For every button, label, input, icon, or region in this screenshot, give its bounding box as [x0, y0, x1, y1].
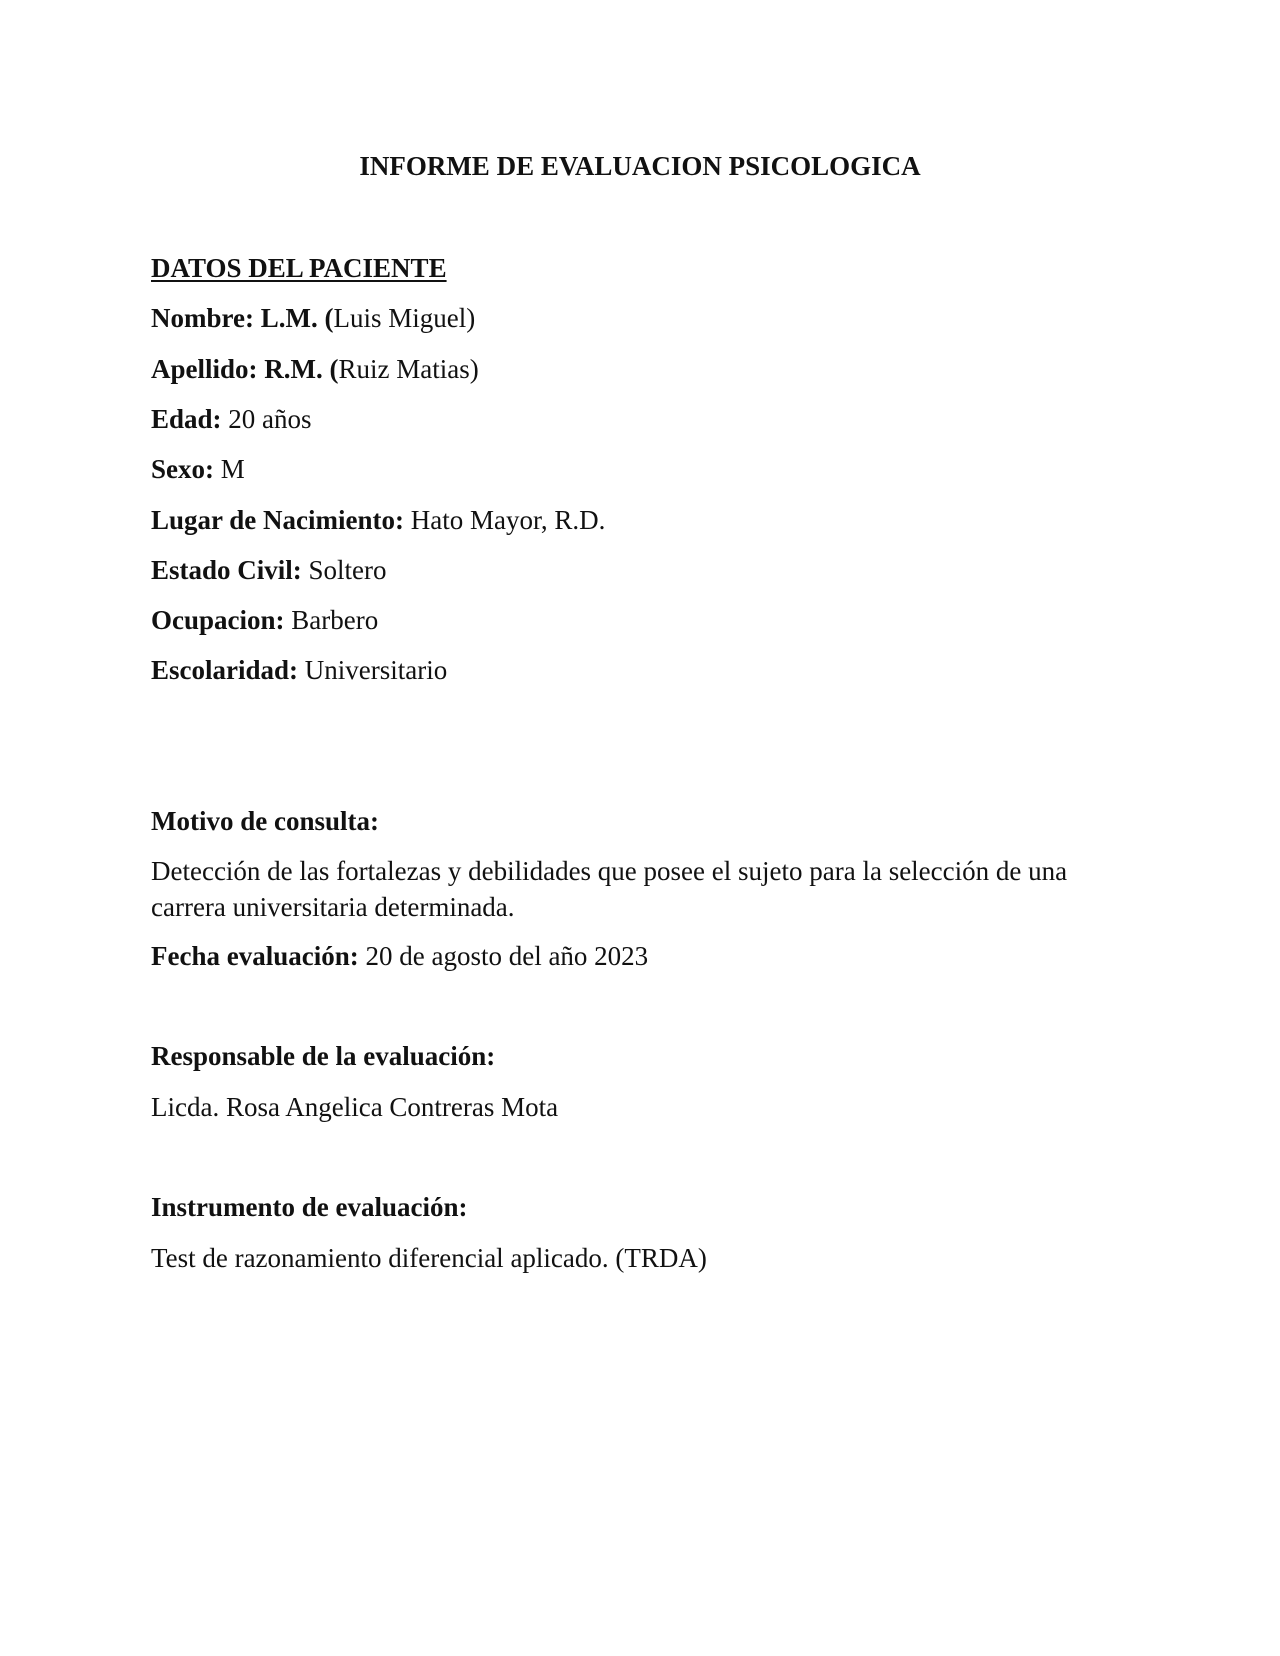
field-nombre-value: Luis Miguel): [333, 303, 476, 333]
instrumento-heading: Instrumento de evaluación:: [151, 1192, 468, 1222]
field-sexo-value: M: [220, 454, 245, 484]
field-ocupacion-value: Barbero: [291, 605, 379, 635]
field-edad-value: 20 años: [228, 404, 312, 434]
responsable-text: Licda. Rosa Angelica Contreras Mota: [151, 1092, 559, 1122]
field-apellido-label: Apellido: R.M. (: [151, 354, 339, 384]
field-edad: [151, 401, 1131, 437]
field-sexo-label: Sexo:: [151, 454, 214, 484]
field-estado-civil: [151, 552, 1131, 588]
motivo-heading: Motivo de consulta:: [151, 806, 379, 836]
motivo-text: Detección de las fortalezas y debilidades que posee el sujeto para la selección de una carrera universitaria determinada.: [151, 856, 1068, 922]
field-ocupacion: [151, 602, 1131, 638]
field-sexo: [151, 451, 1131, 487]
responsable-heading: Responsable de la evaluación:: [151, 1041, 496, 1071]
field-lugar-nacimiento-value: Hato Mayor, R.D.: [410, 505, 606, 535]
field-estado-civil-value: Soltero: [308, 555, 387, 585]
field-escolaridad: [151, 652, 1131, 688]
field-apellido: [151, 351, 1131, 387]
field-escolaridad-value: Universitario: [304, 655, 448, 685]
fecha-evaluacion-value: 20 de agosto del año 2023: [365, 941, 649, 971]
field-ocupacion-label: Ocupacion:: [151, 605, 285, 635]
field-lugar-nacimiento-label: Lugar de Nacimiento:: [151, 505, 404, 535]
field-estado-civil-label: Estado Civil:: [151, 555, 302, 585]
field-edad-label: Edad:: [151, 404, 222, 434]
field-lugar-nacimiento: [151, 502, 1131, 538]
field-apellido-value: Ruiz Matias): [338, 354, 479, 384]
fecha-evaluacion: [151, 938, 1131, 974]
field-nombre: [151, 300, 1131, 336]
patient-section-heading: DATOS DEL PACIENTE: [151, 253, 447, 283]
document-title: INFORME DE EVALUACION PSICOLOGICA: [359, 151, 921, 181]
fecha-evaluacion-label: Fecha evaluación:: [151, 941, 359, 971]
field-nombre-label: Nombre: L.M. (: [151, 303, 334, 333]
instrumento-text: Test de razonamiento diferencial aplicado. (TRDA): [151, 1243, 707, 1273]
field-escolaridad-label: Escolaridad:: [151, 655, 299, 685]
